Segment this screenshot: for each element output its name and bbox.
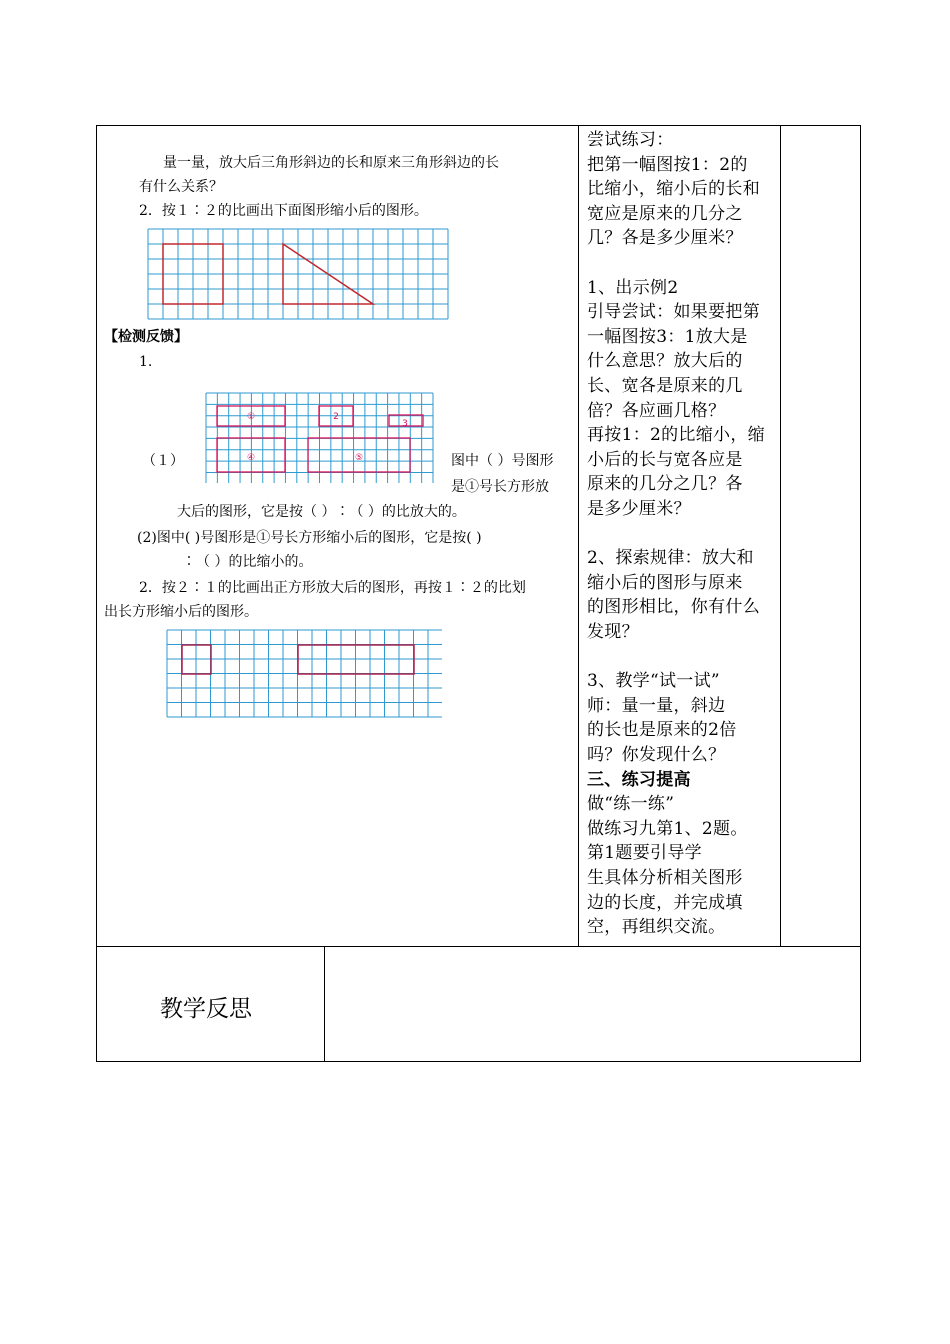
teaching-note-line: 再按1：2的比缩小，缩: [587, 425, 765, 446]
teaching-note-line: 宽应是原来的几分之: [587, 203, 743, 224]
column-divider-1: [578, 125, 579, 947]
teaching-note-line: 比缩小，缩小后的长和: [587, 179, 760, 200]
shape-label-2: 2: [333, 412, 339, 422]
teaching-note-line: 边的长度，并完成填: [587, 892, 743, 913]
teaching-note-line: 空，再组织交流。: [587, 917, 726, 938]
sub-question-1-text-a: 图中（ ）号图形: [451, 453, 554, 469]
sub-question-1-label: （１）: [142, 453, 184, 469]
teaching-note-line: 3、教学“试一试”: [587, 671, 720, 692]
teaching-note-line: 吗？你发现什么？: [587, 745, 726, 765]
teaching-note-line: 尝试练习：: [587, 130, 674, 150]
sub-question-2-line-2: ∶（ ）的比缩小的。: [182, 554, 313, 570]
item-1-number: 1.: [139, 354, 153, 370]
teaching-note-line: 是多少厘米？: [587, 499, 691, 519]
teaching-note-line: 做练习九第1、2题。: [587, 818, 748, 839]
sub-question-2-line-1: (2)图中( )号图形是①号长方形缩小后的图形，它是按( ): [137, 530, 482, 546]
shape-label-1: ①: [246, 412, 256, 422]
item-2-line-2: 出长方形缩小后的图形。: [104, 604, 258, 620]
section-title: 【检测反馈】: [104, 329, 188, 345]
teaching-note-line: 倍？各应画几格？: [587, 400, 726, 421]
teaching-note-line: 几？各是多少厘米？: [587, 228, 743, 249]
teaching-note-line: 原来的几分之几？各: [587, 474, 743, 495]
item-2-line-1: 2．按２∶１的比画出正方形放大后的图形，再按１∶２的比划: [139, 580, 526, 596]
grid-figure-2: [206, 393, 433, 483]
teaching-note-line: 师：量一量，斜边: [587, 695, 726, 716]
teaching-note-line: 的图形相比，你有什么: [587, 597, 760, 618]
teaching-note-line: 一幅图按3：1放大是: [587, 326, 748, 347]
teaching-note-line: 做“练一练”: [587, 794, 675, 815]
teaching-note-line: 长、宽各是原来的几: [587, 376, 743, 396]
row-divider: [96, 946, 861, 947]
question-2: 2．按１∶２的比画出下面图形缩小后的图形。: [139, 203, 428, 219]
teaching-note-line: 发现？: [587, 622, 639, 642]
sub-question-1-text-c: 大后的图形，它是按（ ）∶（ ）的比放大的。: [177, 504, 466, 520]
teaching-note-line: 引导尝试：如果要把第: [587, 302, 760, 323]
teaching-note-line: 生具体分析相关图形: [587, 868, 743, 888]
shape-label-4: ④: [246, 453, 256, 463]
shape-label-5: ⑤: [354, 453, 364, 463]
question-1-line-2: 有什么关系？: [139, 179, 223, 195]
reflection-divider: [324, 946, 325, 1062]
teaching-note-line: 什么意思？放大后的: [587, 351, 743, 372]
teaching-note-line: 小后的长与宽各应是: [587, 449, 743, 470]
grid-figure-3: [167, 630, 442, 718]
teaching-note-line: 三、练习提高: [587, 769, 691, 790]
column-divider-2: [780, 125, 781, 947]
teaching-note-line: 2、探索规律：放大和: [587, 548, 754, 569]
reflection-label: 教学反思: [160, 996, 252, 1022]
sub-question-1-text-b: 是①号长方形放: [451, 479, 549, 495]
teaching-note-line: 把第一幅图按1：2的: [587, 154, 748, 175]
teaching-note-line: 的长也是原来的2倍: [587, 720, 737, 741]
grid-figure-1: [148, 229, 448, 320]
teaching-note-line: 缩小后的图形与原来: [587, 572, 743, 593]
question-1-line-1: 量一量，放大后三角形斜边的长和原来三角形斜边的长: [163, 155, 499, 171]
teaching-note-line: 第1题要引导学: [587, 843, 702, 864]
teaching-note-line: 1、出示例2: [587, 277, 679, 298]
shape-label-3: 3: [402, 419, 408, 429]
